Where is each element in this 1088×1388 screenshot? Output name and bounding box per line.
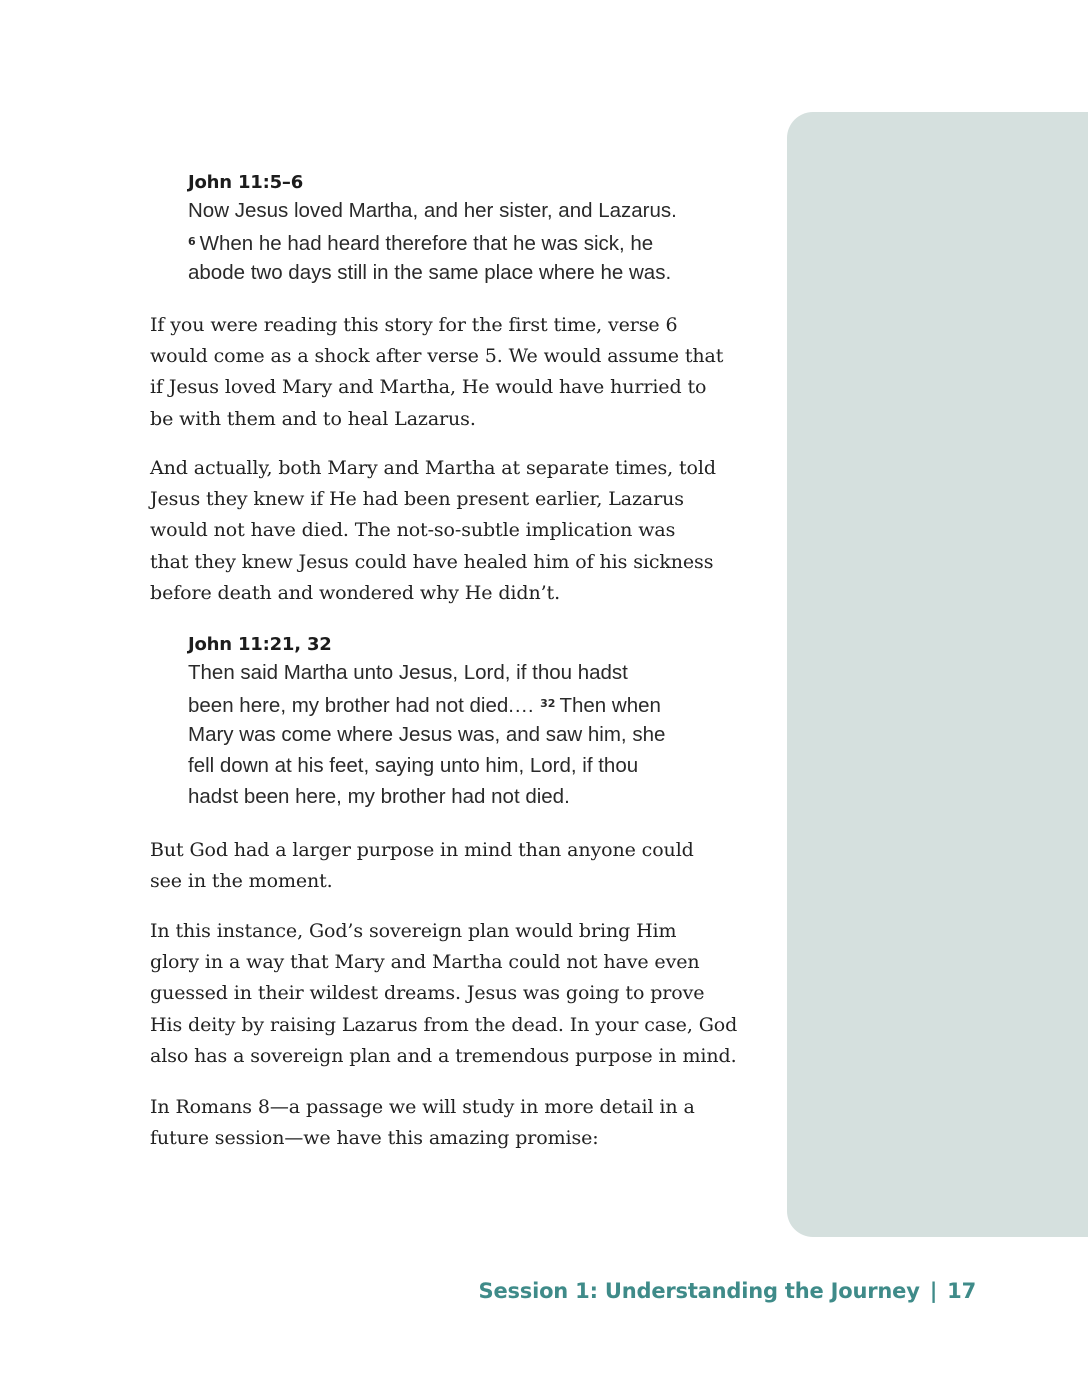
scripture-reference: John 11:21, 32	[188, 634, 332, 655]
scripture-passage-john-11-5-6	[188, 171, 748, 288]
paragraph-line: before death and wondered why He didn’t.	[150, 581, 561, 604]
paragraph-mary-martha	[150, 453, 760, 609]
scripture-passage-john-11-21-32	[188, 633, 748, 812]
footer-separator: |	[929, 1279, 938, 1303]
paragraph-line: If you were reading this story for the first time, verse 6	[150, 314, 678, 336]
paragraph-line: guessed in their wildest dreams. Jesus was going to prove	[150, 982, 705, 1005]
scripture-line: Then said Martha unto Jesus, Lord, if thou hadst	[188, 661, 628, 684]
paragraph-line: glory in a way that Mary and Martha could not have even	[150, 951, 700, 974]
verse-number: 6	[188, 235, 196, 248]
paragraph-line: if Jesus loved Mary and Martha, He would have hurried to	[150, 376, 707, 399]
paragraph-line: be with them and to heal Lazarus.	[150, 407, 476, 430]
paragraph-line: In Romans 8—a passage we will study in more detail in a	[150, 1096, 695, 1118]
scripture-line	[188, 226, 748, 257]
scripture-text: Then when	[559, 694, 661, 717]
paragraph-line: Jesus they knew if He had been present earlier, Lazarus	[150, 488, 684, 511]
scripture-line: Mary was come where Jesus was, and saw him, she	[188, 723, 666, 746]
scripture-line: hadst been here, my brother had not died.	[188, 785, 570, 808]
side-panel	[787, 112, 1088, 1237]
scripture-text: been here, my brother had not died.…	[188, 694, 535, 717]
paragraph-line: But God had a larger purpose in mind than anyone could	[150, 839, 694, 861]
page-number: 17	[947, 1279, 976, 1303]
paragraph-line: see in the moment.	[150, 870, 333, 893]
paragraph-line: also has a sovereign plan and a tremendous purpose in mind.	[150, 1044, 737, 1067]
paragraph-larger-purpose	[150, 835, 760, 897]
scripture-line: abode two days still in the same place where he was.	[188, 261, 672, 284]
scripture-text: When he had heard therefore that he was sick, he	[199, 232, 654, 255]
paragraph-line: future session—we have this amazing promise:	[150, 1127, 599, 1150]
paragraph-first-time	[150, 310, 760, 435]
session-title: Session 1: Understanding the Journey	[478, 1279, 920, 1303]
scripture-line: Now Jesus loved Martha, and her sister, and Lazarus.	[188, 199, 677, 222]
scripture-line: fell down at his feet, saying unto him, Lord, if thou	[188, 754, 639, 777]
paragraph-line: And actually, both Mary and Martha at separate times, told	[150, 457, 716, 479]
paragraph-sovereign-plan	[150, 916, 760, 1072]
verse-number: 32	[540, 697, 556, 710]
scripture-line	[188, 688, 748, 719]
paragraph-romans-8	[150, 1092, 760, 1154]
paragraph-line: In this instance, God’s sovereign plan would bring Him	[150, 920, 677, 942]
paragraph-line: would come as a shock after verse 5. We would assume that	[150, 345, 724, 368]
paragraph-line: that they knew Jesus could have healed him of his sickness	[150, 550, 714, 573]
scripture-reference: John 11:5–6	[188, 172, 304, 193]
paragraph-line: would not have died. The not-so-subtle implication was	[150, 519, 676, 542]
paragraph-line: His deity by raising Lazarus from the dead. In your case, God	[150, 1013, 738, 1036]
page-footer	[479, 1279, 976, 1303]
